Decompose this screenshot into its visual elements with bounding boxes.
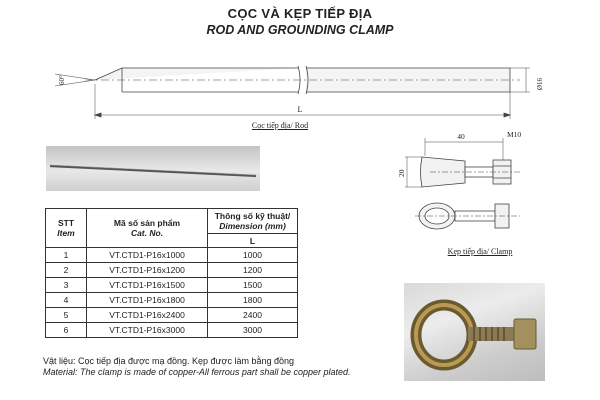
header-stt-label: STT xyxy=(57,218,75,228)
rod-photo xyxy=(46,146,260,191)
cell-l: 3000 xyxy=(208,323,298,338)
cell-cat: VT.CTD1-P16x1000 xyxy=(87,248,208,263)
header-dim xyxy=(208,209,298,234)
material-note-en: Material: The clamp is made of copper-All ferrous part shall be copper plated. xyxy=(43,367,351,377)
cell-l: 1800 xyxy=(208,293,298,308)
cell-stt: 6 xyxy=(46,323,87,338)
clamp-caption: Kẹp tiếp địa/ Clamp xyxy=(447,247,513,256)
clamp-width-label: 40 xyxy=(457,132,465,141)
clamp-photo-graphic xyxy=(404,283,545,381)
header-dim-vi: Thông số kỹ thuật/ xyxy=(214,211,291,221)
table-row xyxy=(46,248,298,263)
cell-stt: 3 xyxy=(46,278,87,293)
length-label: L xyxy=(297,105,303,114)
table-row xyxy=(46,278,298,293)
spec-table xyxy=(45,208,298,338)
clamp-height-label: 20 xyxy=(397,169,406,177)
cell-stt: 4 xyxy=(46,293,87,308)
material-note-vi: Vật liệu: Cọc tiếp địa được mạ đồng. Kẹp được làm bằng đồng xyxy=(43,356,294,366)
header-stt xyxy=(46,209,87,248)
clamp-photo xyxy=(404,283,545,381)
cell-stt: 1 xyxy=(46,248,87,263)
cell-stt: 2 xyxy=(46,263,87,278)
header-cat xyxy=(87,209,208,248)
cell-l: 1500 xyxy=(208,278,298,293)
header-cat-vi: Mã số sản phẩm xyxy=(113,218,181,228)
angle-label: 60° xyxy=(58,75,66,85)
cell-l: 1000 xyxy=(208,248,298,263)
cell-l: 2400 xyxy=(208,308,298,323)
clamp-bolt-label: M10 xyxy=(507,130,522,139)
table-row xyxy=(46,308,298,323)
header-item-label: Item xyxy=(57,228,75,238)
cell-cat: VT.CTD1-P16x2400 xyxy=(87,308,208,323)
rod-drawing xyxy=(0,0,600,140)
table-row xyxy=(46,263,298,278)
cell-cat: VT.CTD1-P16x3000 xyxy=(87,323,208,338)
diameter-label: Ø16 xyxy=(536,77,544,90)
header-cat-en: Cat. No. xyxy=(130,228,164,238)
cell-cat: VT.CTD1-P16x1500 xyxy=(87,278,208,293)
header-dim-en: Dimension (mm) xyxy=(219,221,286,231)
rod-photo-graphic xyxy=(46,146,260,191)
header-dim-l: L xyxy=(208,234,298,248)
page-title: CỌC VÀ KẸP TIẾP ĐỊA xyxy=(227,6,373,21)
page-subtitle: ROD AND GROUNDING CLAMP xyxy=(206,23,394,37)
clamp-drawing xyxy=(395,128,560,253)
table-row xyxy=(46,323,298,338)
cell-stt: 5 xyxy=(46,308,87,323)
cell-cat: VT.CTD1-P16x1800 xyxy=(87,293,208,308)
rod-caption: Cọc tiếp địa/ Rod xyxy=(251,121,309,130)
cell-cat: VT.CTD1-P16x1200 xyxy=(87,263,208,278)
cell-l: 1200 xyxy=(208,263,298,278)
table-header-row xyxy=(46,209,298,234)
table-row xyxy=(46,293,298,308)
